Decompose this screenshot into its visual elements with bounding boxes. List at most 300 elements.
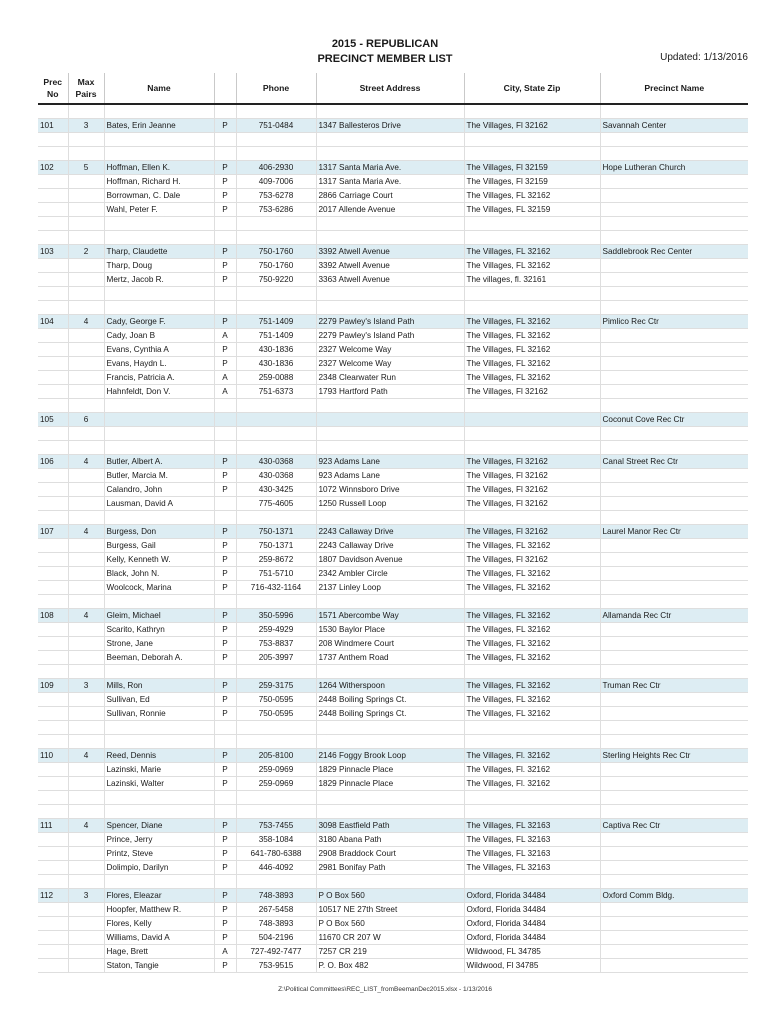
precinct-name-cell: Sterling Heights Rec Ctr bbox=[600, 749, 748, 763]
member-name-cell: Black, John N. bbox=[104, 567, 214, 581]
empty-cell bbox=[600, 791, 748, 805]
member-row bbox=[38, 861, 748, 875]
city-state-zip-cell: Oxford, Florida 34484 bbox=[464, 917, 600, 931]
member-name-cell: Staton, Tangie bbox=[104, 959, 214, 973]
member-row bbox=[38, 581, 748, 595]
member-row bbox=[38, 833, 748, 847]
street-address-cell: 3392 Atwell Avenue bbox=[316, 245, 464, 259]
member-row bbox=[38, 539, 748, 553]
empty-cell bbox=[104, 104, 214, 119]
prec-no-cell bbox=[38, 329, 68, 343]
precinct-lead-row bbox=[38, 161, 748, 175]
street-address-cell: 1264 Witherspoon bbox=[316, 679, 464, 693]
street-address-cell bbox=[316, 413, 464, 427]
max-pairs-cell: 4 bbox=[68, 749, 104, 763]
status-cell: A bbox=[214, 945, 236, 959]
phone-cell: 259-4929 bbox=[236, 623, 316, 637]
member-name-cell: Butler, Albert A. bbox=[104, 455, 214, 469]
empty-cell bbox=[600, 133, 748, 147]
empty-cell bbox=[464, 133, 600, 147]
city-state-zip-cell: The Villages, FL 32162 bbox=[464, 329, 600, 343]
city-state-zip-cell: The Villages, FL 32162 bbox=[464, 371, 600, 385]
empty-cell bbox=[214, 133, 236, 147]
member-name-cell: Cady, Joan B bbox=[104, 329, 214, 343]
empty-cell bbox=[316, 735, 464, 749]
status-cell: P bbox=[214, 819, 236, 833]
empty-cell bbox=[104, 735, 214, 749]
empty-cell bbox=[38, 104, 68, 119]
phone-cell: 751-1409 bbox=[236, 315, 316, 329]
blank-row bbox=[38, 147, 748, 161]
blank-row bbox=[38, 217, 748, 231]
street-address-cell: 923 Adams Lane bbox=[316, 455, 464, 469]
prec-no-cell: 108 bbox=[38, 609, 68, 623]
empty-cell bbox=[464, 147, 600, 161]
empty-cell bbox=[464, 427, 600, 441]
phone-cell: 750-0595 bbox=[236, 707, 316, 721]
city-state-zip-cell bbox=[464, 413, 600, 427]
empty-cell bbox=[38, 665, 68, 679]
member-name-cell: Evans, Cynthia A bbox=[104, 343, 214, 357]
city-state-zip-cell: The Villages, Fl 32162 bbox=[464, 469, 600, 483]
street-address-cell: 3180 Abana Path bbox=[316, 833, 464, 847]
empty-cell bbox=[68, 721, 104, 735]
blank-row bbox=[38, 595, 748, 609]
city-state-zip-cell: The villages, fl. 32161 bbox=[464, 273, 600, 287]
empty-cell bbox=[214, 805, 236, 819]
street-address-cell: 2137 Linley Loop bbox=[316, 581, 464, 595]
empty-cell bbox=[214, 104, 236, 119]
member-name-cell: Flores, Kelly bbox=[104, 917, 214, 931]
max-pairs-cell: 3 bbox=[68, 119, 104, 133]
empty-cell bbox=[38, 791, 68, 805]
empty-cell bbox=[236, 104, 316, 119]
street-address-cell: 2243 Callaway Drive bbox=[316, 539, 464, 553]
city-state-zip-cell: Oxford, Florida 34484 bbox=[464, 889, 600, 903]
empty-cell bbox=[236, 287, 316, 301]
title-line-2: PRECINCT MEMBER LIST bbox=[317, 53, 453, 65]
phone-cell: 727-492-7477 bbox=[236, 945, 316, 959]
street-address-cell: 3098 Eastfield Path bbox=[316, 819, 464, 833]
member-name-cell: Evans, Haydn L. bbox=[104, 357, 214, 371]
member-row bbox=[38, 931, 748, 945]
prec-no-cell bbox=[38, 861, 68, 875]
prec-no-cell: 105 bbox=[38, 413, 68, 427]
empty-cell bbox=[68, 595, 104, 609]
empty-cell bbox=[68, 147, 104, 161]
col-header-city-state-zip: City, State Zip bbox=[464, 73, 600, 104]
max-pairs-cell bbox=[68, 469, 104, 483]
precinct-lead-row bbox=[38, 245, 748, 259]
precinct-name-cell bbox=[600, 693, 748, 707]
phone-cell: 751-5710 bbox=[236, 567, 316, 581]
blank-row bbox=[38, 287, 748, 301]
member-name-cell: Butler, Marcia M. bbox=[104, 469, 214, 483]
street-address-cell: 1737 Anthem Road bbox=[316, 651, 464, 665]
empty-cell bbox=[600, 287, 748, 301]
empty-cell bbox=[68, 217, 104, 231]
empty-cell bbox=[236, 399, 316, 413]
city-state-zip-cell: The Villages, FL 32163 bbox=[464, 861, 600, 875]
member-row bbox=[38, 553, 748, 567]
member-name-cell: Calandro, John bbox=[104, 483, 214, 497]
member-row bbox=[38, 329, 748, 343]
empty-cell bbox=[68, 133, 104, 147]
blank-row bbox=[38, 104, 748, 119]
phone-cell: 753-8837 bbox=[236, 637, 316, 651]
empty-cell bbox=[104, 721, 214, 735]
empty-cell bbox=[464, 721, 600, 735]
empty-cell bbox=[38, 875, 68, 889]
precinct-lead-row bbox=[38, 889, 748, 903]
member-name-cell: Bates, Erin Jeanne bbox=[104, 119, 214, 133]
status-cell: P bbox=[214, 469, 236, 483]
phone-cell: 751-6373 bbox=[236, 385, 316, 399]
empty-cell bbox=[38, 147, 68, 161]
phone-cell: 259-8672 bbox=[236, 553, 316, 567]
phone-cell: 750-1760 bbox=[236, 259, 316, 273]
city-state-zip-cell: The Villages, FL 32162 bbox=[464, 581, 600, 595]
empty-cell bbox=[104, 147, 214, 161]
empty-cell bbox=[464, 511, 600, 525]
status-cell: P bbox=[214, 889, 236, 903]
phone-cell: 430-0368 bbox=[236, 469, 316, 483]
prec-no-cell bbox=[38, 931, 68, 945]
empty-cell bbox=[236, 427, 316, 441]
empty-cell bbox=[68, 805, 104, 819]
empty-cell bbox=[236, 735, 316, 749]
status-cell: P bbox=[214, 567, 236, 581]
empty-cell bbox=[236, 721, 316, 735]
precinct-name-cell bbox=[600, 847, 748, 861]
city-state-zip-cell: The Villages, Fl 32162 bbox=[464, 455, 600, 469]
empty-cell bbox=[38, 721, 68, 735]
max-pairs-cell bbox=[68, 567, 104, 581]
precinct-lead-row bbox=[38, 413, 748, 427]
max-pairs-cell bbox=[68, 651, 104, 665]
member-name-cell: Williams, David A bbox=[104, 931, 214, 945]
empty-cell bbox=[600, 399, 748, 413]
status-cell: A bbox=[214, 329, 236, 343]
prec-no-cell bbox=[38, 539, 68, 553]
phone-cell: 716-432-1164 bbox=[236, 581, 316, 595]
precinct-name-cell bbox=[600, 371, 748, 385]
table-header-row bbox=[38, 73, 748, 104]
city-state-zip-cell: Oxford, Florida 34484 bbox=[464, 931, 600, 945]
precinct-name-cell bbox=[600, 917, 748, 931]
precinct-name-cell bbox=[600, 651, 748, 665]
max-pairs-cell bbox=[68, 203, 104, 217]
street-address-cell: 1317 Santa Maria Ave. bbox=[316, 161, 464, 175]
max-pairs-cell bbox=[68, 189, 104, 203]
phone-cell: 267-5458 bbox=[236, 903, 316, 917]
city-state-zip-cell: The Villages, Fl 32162 bbox=[464, 553, 600, 567]
status-cell: P bbox=[214, 119, 236, 133]
file-path-footer: Z:\Political Committees\REC_LIST_fromBeemanDec2015.xlsx - 1/13/2016 bbox=[278, 986, 492, 993]
empty-cell bbox=[316, 427, 464, 441]
empty-cell bbox=[38, 399, 68, 413]
member-name-cell: Strone, Jane bbox=[104, 637, 214, 651]
empty-cell bbox=[38, 511, 68, 525]
document-title bbox=[0, 37, 770, 67]
member-name-cell: Hoopfer, Matthew R. bbox=[104, 903, 214, 917]
city-state-zip-cell: The Villages, Fl. 32162 bbox=[464, 749, 600, 763]
street-address-cell: 2327 Welcome Way bbox=[316, 357, 464, 371]
prec-no-cell bbox=[38, 203, 68, 217]
member-name-cell: Prince, Jerry bbox=[104, 833, 214, 847]
member-name-cell: Borrowman, C. Dale bbox=[104, 189, 214, 203]
status-cell: P bbox=[214, 847, 236, 861]
status-cell: P bbox=[214, 777, 236, 791]
empty-cell bbox=[464, 735, 600, 749]
phone-cell: 750-1371 bbox=[236, 539, 316, 553]
blank-row bbox=[38, 791, 748, 805]
prec-no-cell bbox=[38, 707, 68, 721]
member-name-cell: Beeman, Deborah A. bbox=[104, 651, 214, 665]
phone-cell: 504-2196 bbox=[236, 931, 316, 945]
empty-cell bbox=[600, 595, 748, 609]
member-row bbox=[38, 385, 748, 399]
city-state-zip-cell: The Villages, FL 32162 bbox=[464, 357, 600, 371]
precinct-lead-row bbox=[38, 679, 748, 693]
prec-no-cell: 101 bbox=[38, 119, 68, 133]
status-cell: P bbox=[214, 315, 236, 329]
max-pairs-cell: 5 bbox=[68, 161, 104, 175]
empty-cell bbox=[38, 427, 68, 441]
member-name-cell: Dolimpio, Darilyn bbox=[104, 861, 214, 875]
status-cell: P bbox=[214, 609, 236, 623]
phone-cell: 205-8100 bbox=[236, 749, 316, 763]
empty-cell bbox=[214, 287, 236, 301]
empty-cell bbox=[464, 595, 600, 609]
member-name-cell: Lausman, David A bbox=[104, 497, 214, 511]
blank-row bbox=[38, 231, 748, 245]
empty-cell bbox=[464, 441, 600, 455]
phone-cell: 259-0088 bbox=[236, 371, 316, 385]
status-cell: P bbox=[214, 343, 236, 357]
phone-cell: 358-1084 bbox=[236, 833, 316, 847]
empty-cell bbox=[464, 104, 600, 119]
max-pairs-cell bbox=[68, 833, 104, 847]
col-header-name: Name bbox=[104, 73, 214, 104]
max-pairs-cell bbox=[68, 903, 104, 917]
empty-cell bbox=[104, 301, 214, 315]
empty-cell bbox=[236, 595, 316, 609]
empty-cell bbox=[316, 231, 464, 245]
member-name-cell: Hahnfeldt, Don V. bbox=[104, 385, 214, 399]
status-cell bbox=[214, 497, 236, 511]
status-cell: P bbox=[214, 203, 236, 217]
max-pairs-cell: 3 bbox=[68, 679, 104, 693]
phone-cell: 430-1836 bbox=[236, 357, 316, 371]
member-row bbox=[38, 763, 748, 777]
street-address-cell: 1829 Pinnacle Place bbox=[316, 777, 464, 791]
empty-cell bbox=[68, 301, 104, 315]
max-pairs-cell bbox=[68, 273, 104, 287]
empty-cell bbox=[464, 805, 600, 819]
empty-cell bbox=[104, 399, 214, 413]
status-cell: P bbox=[214, 749, 236, 763]
empty-cell bbox=[104, 427, 214, 441]
status-cell: P bbox=[214, 161, 236, 175]
col-header-precinct-name: Precinct Name bbox=[600, 73, 748, 104]
street-address-cell: 2448 Boiling Springs Ct. bbox=[316, 693, 464, 707]
blank-row bbox=[38, 805, 748, 819]
member-name-cell: Cady, George F. bbox=[104, 315, 214, 329]
member-name-cell: Hoffman, Richard H. bbox=[104, 175, 214, 189]
empty-cell bbox=[600, 217, 748, 231]
precinct-name-cell: Canal Street Rec Ctr bbox=[600, 455, 748, 469]
precinct-name-cell bbox=[600, 637, 748, 651]
precinct-lead-row bbox=[38, 819, 748, 833]
max-pairs-cell bbox=[68, 343, 104, 357]
prec-no-cell bbox=[38, 763, 68, 777]
empty-cell bbox=[68, 427, 104, 441]
city-state-zip-cell: The Villages, FL 32162 bbox=[464, 637, 600, 651]
prec-no-cell bbox=[38, 259, 68, 273]
max-pairs-cell bbox=[68, 693, 104, 707]
city-state-zip-cell: The Villages, FL 32162 bbox=[464, 693, 600, 707]
city-state-zip-cell: The Villages, Fl 32159 bbox=[464, 175, 600, 189]
phone-cell: 350-5996 bbox=[236, 609, 316, 623]
prec-no-cell bbox=[38, 483, 68, 497]
city-state-zip-cell: The Villages, FL 32162 bbox=[464, 189, 600, 203]
prec-no-cell bbox=[38, 175, 68, 189]
phone-cell: 409-7006 bbox=[236, 175, 316, 189]
prec-no-cell bbox=[38, 637, 68, 651]
prec-no-cell bbox=[38, 651, 68, 665]
precinct-name-cell bbox=[600, 539, 748, 553]
empty-cell bbox=[38, 287, 68, 301]
street-address-cell: 3392 Atwell Avenue bbox=[316, 259, 464, 273]
phone-cell: 751-1409 bbox=[236, 329, 316, 343]
member-row bbox=[38, 357, 748, 371]
table-body bbox=[38, 104, 748, 973]
member-name-cell: Spencer, Diane bbox=[104, 819, 214, 833]
max-pairs-cell bbox=[68, 847, 104, 861]
empty-cell bbox=[214, 427, 236, 441]
member-name-cell: Woolcock, Marina bbox=[104, 581, 214, 595]
max-pairs-cell bbox=[68, 763, 104, 777]
precinct-name-cell bbox=[600, 483, 748, 497]
precinct-name-cell: Saddlebrook Rec Center bbox=[600, 245, 748, 259]
precinct-name-cell bbox=[600, 469, 748, 483]
precinct-name-cell bbox=[600, 707, 748, 721]
prec-no-cell bbox=[38, 497, 68, 511]
phone-cell: 446-4092 bbox=[236, 861, 316, 875]
col-header-status bbox=[214, 73, 236, 104]
col-header-phone: Phone bbox=[236, 73, 316, 104]
max-pairs-cell bbox=[68, 917, 104, 931]
empty-cell bbox=[38, 441, 68, 455]
empty-cell bbox=[316, 721, 464, 735]
street-address-cell: 11670 CR 207 W bbox=[316, 931, 464, 945]
street-address-cell: 2279 Pawley's Island Path bbox=[316, 329, 464, 343]
precinct-name-cell bbox=[600, 931, 748, 945]
precinct-lead-row bbox=[38, 119, 748, 133]
empty-cell bbox=[600, 427, 748, 441]
status-cell: P bbox=[214, 931, 236, 945]
empty-cell bbox=[236, 665, 316, 679]
precinct-lead-row bbox=[38, 315, 748, 329]
precinct-name-cell bbox=[600, 497, 748, 511]
precinct-lead-row bbox=[38, 455, 748, 469]
empty-cell bbox=[316, 805, 464, 819]
precinct-name-cell: Allamanda Rec Ctr bbox=[600, 609, 748, 623]
empty-cell bbox=[104, 511, 214, 525]
street-address-cell: 3363 Atwell Avenue bbox=[316, 273, 464, 287]
precinct-name-cell: Hope Lutheran Church bbox=[600, 161, 748, 175]
phone-cell: 259-3175 bbox=[236, 679, 316, 693]
status-cell: P bbox=[214, 525, 236, 539]
empty-cell bbox=[104, 441, 214, 455]
empty-cell bbox=[316, 791, 464, 805]
status-cell: P bbox=[214, 539, 236, 553]
street-address-cell: P. O. Box 482 bbox=[316, 959, 464, 973]
city-state-zip-cell: The Villages, FL 32163 bbox=[464, 833, 600, 847]
precinct-name-cell: Truman Rec Ctr bbox=[600, 679, 748, 693]
empty-cell bbox=[316, 287, 464, 301]
street-address-cell: 1571 Abercombe Way bbox=[316, 609, 464, 623]
precinct-name-cell bbox=[600, 581, 748, 595]
street-address-cell: 2146 Foggy Brook Loop bbox=[316, 749, 464, 763]
member-name-cell: Burgess, Don bbox=[104, 525, 214, 539]
city-state-zip-cell: Wildwood, FL 34785 bbox=[464, 945, 600, 959]
phone-cell: 753-6286 bbox=[236, 203, 316, 217]
member-name-cell: Scarito, Kathryn bbox=[104, 623, 214, 637]
status-cell: P bbox=[214, 679, 236, 693]
street-address-cell: 2448 Boiling Springs Ct. bbox=[316, 707, 464, 721]
empty-cell bbox=[316, 441, 464, 455]
member-name-cell bbox=[104, 413, 214, 427]
status-cell: P bbox=[214, 357, 236, 371]
street-address-cell: 2866 Carriage Court bbox=[316, 189, 464, 203]
status-cell: P bbox=[214, 273, 236, 287]
status-cell: P bbox=[214, 189, 236, 203]
member-row bbox=[38, 637, 748, 651]
max-pairs-cell bbox=[68, 637, 104, 651]
empty-cell bbox=[104, 595, 214, 609]
empty-cell bbox=[600, 104, 748, 119]
precinct-name-cell bbox=[600, 763, 748, 777]
street-address-cell: 1072 Winnsboro Drive bbox=[316, 483, 464, 497]
max-pairs-cell bbox=[68, 777, 104, 791]
empty-cell bbox=[68, 104, 104, 119]
empty-cell bbox=[38, 217, 68, 231]
member-name-cell: Reed, Dennis bbox=[104, 749, 214, 763]
city-state-zip-cell: The Villages, Fl. 32162 bbox=[464, 777, 600, 791]
empty-cell bbox=[464, 217, 600, 231]
precinct-name-cell bbox=[600, 567, 748, 581]
street-address-cell: 2243 Callaway Drive bbox=[316, 525, 464, 539]
status-cell: P bbox=[214, 245, 236, 259]
empty-cell bbox=[68, 231, 104, 245]
empty-cell bbox=[214, 441, 236, 455]
member-row bbox=[38, 203, 748, 217]
max-pairs-cell bbox=[68, 329, 104, 343]
prec-no-cell bbox=[38, 693, 68, 707]
phone-cell bbox=[236, 413, 316, 427]
empty-cell bbox=[68, 875, 104, 889]
empty-cell bbox=[38, 735, 68, 749]
phone-cell: 641-780-6388 bbox=[236, 847, 316, 861]
empty-cell bbox=[104, 665, 214, 679]
prec-no-cell bbox=[38, 847, 68, 861]
phone-cell: 406-2930 bbox=[236, 161, 316, 175]
precinct-name-cell bbox=[600, 189, 748, 203]
status-cell: P bbox=[214, 693, 236, 707]
empty-cell bbox=[600, 735, 748, 749]
